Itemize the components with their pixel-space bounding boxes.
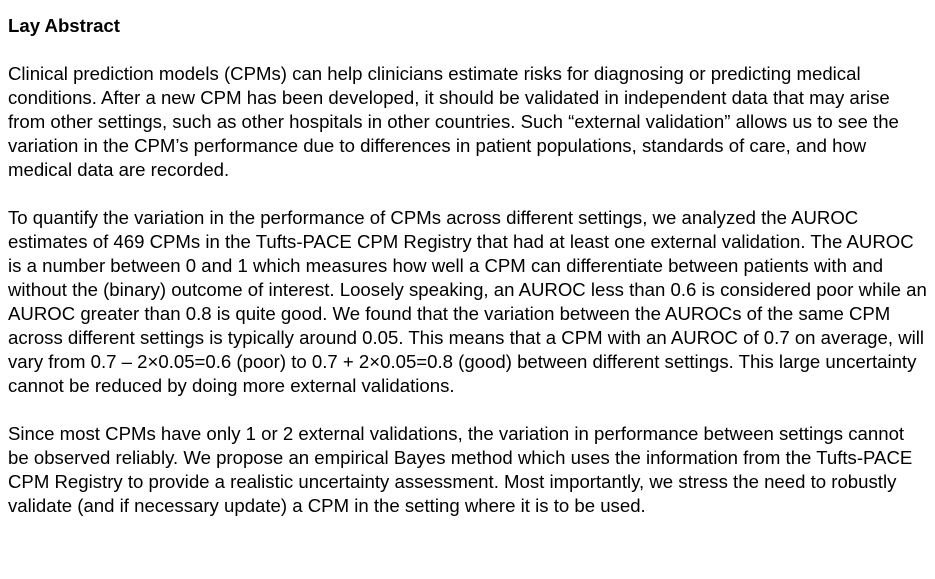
paragraph-intro: Clinical prediction models (CPMs) can help clinicians estimate risks for diagnosing or predicting medical conditions. After a new CPM has been developed, it should be validated in independent data that may arise from other settings, such as other hospitals in other countries. Such “external validation” allows us to see the variation in the CPM’s performance due to differences in patient populations, standards of care, and how medical data are recorded.	[8, 63, 899, 180]
paragraph-conclusion: Since most CPMs have only 1 or 2 external validations, the variation in performance between settings cannot be observed reliably. We propose an empirical Bayes method which uses the information from the Tufts-PACE CPM Registry to provide a realistic uncertainty assessment. Most importantly, we stress the need to robustly validate (and if necessary update) a CPM in the setting where it is to be used.	[8, 423, 913, 516]
document-title: Lay Abstract	[8, 15, 120, 36]
paragraph-analysis: To quantify the variation in the performance of CPMs across different settings, we analyzed the AUROC estimates of 469 CPMs in the Tufts-PACE CPM Registry that had at least one external validation. The AUROC is a number between 0 and 1 which measures how well a CPM can differentiate between patients with and without the (binary) outcome of interest. Loosely speaking, an AUROC less than 0.6 is considered poor while an AUROC greater than 0.8 is quite good. We found that the variation between the AUROCs of the same CPM across different settings is typically around 0.05. This means that a CPM with an AUROC of 0.7 on average, will vary from 0.7 – 2×0.05=0.6 (poor) to 0.7 + 2×0.05=0.8 (good) between different settings. This large uncertainty cannot be reduced by doing more external validations.	[8, 207, 927, 396]
